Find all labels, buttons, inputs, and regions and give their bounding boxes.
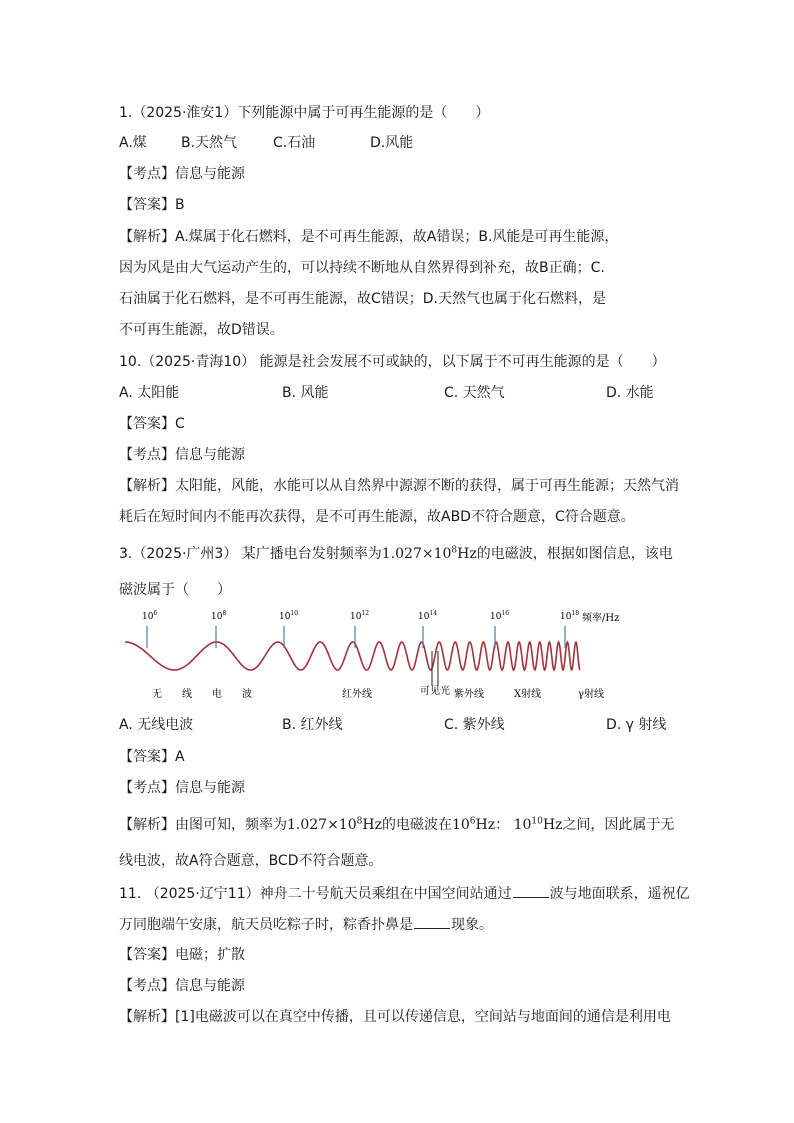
q10-analysis-line-2: 耗后在短时间内不能再次获得，是不可再生能源，故ABD不符合题意，C符合题意。	[119, 509, 635, 525]
tick-label-1e18: $10^{18}$	[560, 610, 580, 622]
tick-label-1e12: $10^{12}$	[350, 610, 370, 622]
q3-option-a: A. 无线电波	[119, 717, 194, 733]
q10-stem: 10.（2025·青海10） 能源是社会发展不可或缺的，以下属于不可再生能源的是（ ）	[119, 354, 666, 370]
frequency-axis-label: 频率/Hz	[582, 613, 620, 624]
q11-analysis-line-1: 【解析】[1]电磁波可以在真空中传播，且可以传递信息，空间站与地面间的通信是利用电	[119, 1009, 671, 1025]
q1-kaodian: 【考点】信息与能源	[119, 166, 245, 182]
q1-analysis-line-1: 【解析】A.煤属于化石燃料，是不可再生能源，故A错误；B.风能是可再生能源，	[119, 229, 619, 245]
region-x-ray: X射线	[514, 689, 542, 700]
q3-answer: 【答案】A	[119, 749, 185, 765]
fill-blank-2	[414, 914, 450, 929]
q1-analysis-line-2: 因为风是由大气运动产生的，可以持续不断地从自然界得到补充，故B正确；C.	[119, 260, 605, 276]
q3-option-b: B. 红外线	[282, 717, 343, 733]
tick-label-1e8: $10^8$	[211, 610, 227, 622]
q3-options	[119, 715, 679, 735]
q1-stem: 1.（2025·淮安1）下列能源中属于可再生能源的是（ ）	[119, 105, 490, 121]
region-infrared: 红外线	[342, 689, 372, 700]
q10-analysis-line-1: 【解析】太阳能，风能，水能可以从自然界中源源不断的获得，属于可再生能源；天然气消	[119, 478, 679, 494]
fill-blank-1	[513, 883, 549, 898]
q1-analysis-line-4: 不可再生能源，故D错误。	[119, 322, 284, 338]
q1-option-d: D.风能	[370, 135, 414, 151]
q1-option-c: C.石油	[273, 135, 316, 151]
q10-kaodian: 【考点】信息与能源	[119, 447, 245, 463]
q1-options	[119, 133, 679, 153]
tick-label-1e10: $10^{10}$	[279, 610, 299, 622]
q10-option-b: B. 风能	[282, 385, 329, 401]
region-radio-waves: 无 线 电 波	[152, 689, 252, 700]
q10-options	[119, 383, 679, 403]
tick-label-1e14: $10^{14}$	[418, 610, 438, 622]
q3-stem-line-2: 磁波属于（ ）	[119, 582, 231, 598]
tick-label-1e16: $10^{16}$	[490, 610, 510, 622]
q1-answer: 【答案】B	[119, 197, 185, 213]
q10-option-a: A. 太阳能	[119, 385, 180, 401]
q1-analysis-line-3: 石油属于化石燃料，是不可再生能源，故C错误；D.天然气也属于化石燃料，是	[119, 291, 607, 307]
q11-stem-line-2: 万同胞端午安康，航天员吃粽子时，粽香扑鼻是 现象。	[119, 914, 679, 935]
region-gamma-ray: γ射线	[578, 689, 604, 700]
q10-option-c: C. 天然气	[444, 385, 505, 401]
spectrum-wave	[125, 642, 580, 670]
tick-label-1e6: $10^6$	[142, 610, 158, 622]
q3-option-c: C. 紫外线	[444, 717, 505, 733]
region-ultraviolet: 紫外线	[454, 689, 484, 700]
q3-analysis-line-1: 【解析】由图可知，频率为$1.027\times 10^8Hz$的电磁波在$10^6Hz$： $10^{10}Hz$之间，因此属于无	[119, 816, 675, 833]
q3-option-d: D. γ 射线	[606, 717, 667, 733]
q1-option-b: B.天然气	[181, 135, 238, 151]
q11-kaodian: 【考点】信息与能源	[119, 978, 245, 994]
q1-option-a: A.煤	[119, 135, 147, 151]
q3-kaodian: 【考点】信息与能源	[119, 780, 245, 796]
q10-option-d: D. 水能	[606, 385, 654, 401]
region-visible-light: 可见光	[420, 686, 450, 697]
q3-analysis-line-2: 线电波，故A符合题意，BCD不符合题意。	[119, 853, 383, 869]
q11-stem-line-1: 11. （2025·辽宁11）神舟二十号航天员乘组在中国空间站通过 波与地面联系，遥祝亿	[119, 883, 679, 904]
electromagnetic-spectrum-diagram	[120, 606, 640, 706]
q11-answer: 【答案】电磁；扩散	[119, 947, 245, 963]
q3-stem-line-1: 3.（2025·广州3） 某广播电台发射频率为$1.027\times 10^8Hz$的电磁波，根据如图信息，该电	[119, 545, 673, 562]
q10-answer: 【答案】C	[119, 416, 185, 432]
